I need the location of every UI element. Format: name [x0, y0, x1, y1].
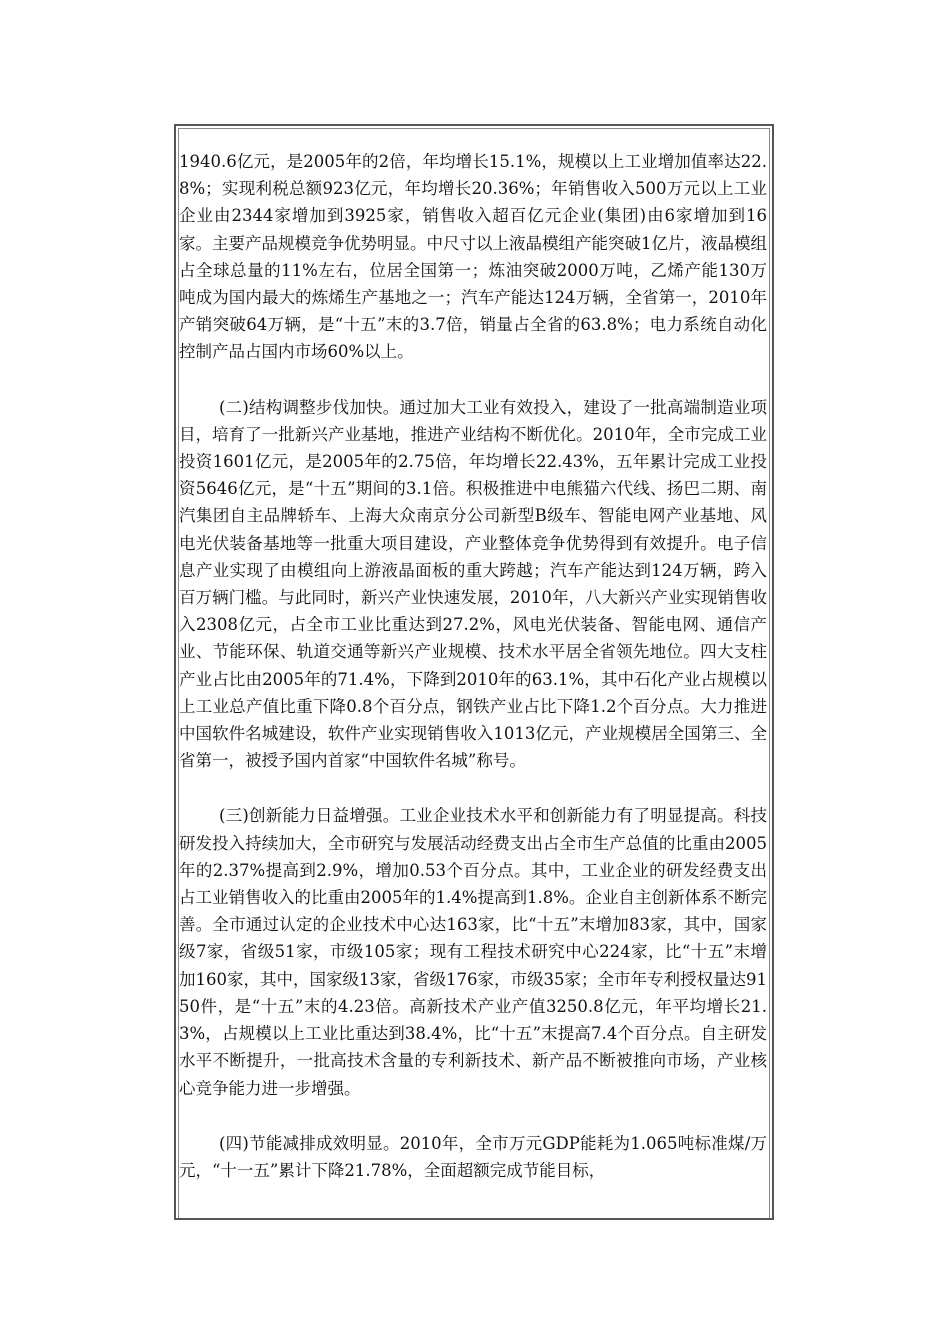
document-body	[179, 148, 767, 1212]
paragraph-structure-adjustment: (二)结构调整步伐加快。通过加大工业有效投入，建设了一批高端制造业项目，培育了一批新兴产业基地，推进产业结构不断优化。2010年，全市完成工业投资1601亿元，是2005年的2.75倍，年均增长22.43%，五年累计完成工业投资5646亿元，是“十五”期间的3.1倍。积极推进中电熊猫六代线、扬巴二期、南汽集团自主品牌轿车、上海大众南京分公司新型B级车、智能电网产业基地、风电光伏装备基地等一批重大项目建设，产业整体竞争优势得到有效提升。电子信息产业实现了由模组向上游液晶面板的重大跨越；汽车产能达到124万辆，跨入百万辆门槛。与此同时，新兴产业快速发展，2010年，八大新兴产业实现销售收入2308亿元，占全市工业比重达到27.2%，风电光伏装备、智能电网、通信产业、节能环保、轨道交通等新兴产业规模、技术水平居全省领先地位。四大支柱产业占比由2005年的71.4%，下降到2010年的63.1%，其中石化产业占规模以上工业总产值比重下降0.8个百分点，钢铁产业占比下降1.2个百分点。大力推进中国软件名城建设，软件产业实现销售收入1013亿元，产业规模居全国第三、全省第一，被授予国内首家“中国软件名城”称号。	[179, 397, 767, 771]
document-frame	[174, 124, 774, 1220]
paragraph-industry-output: 1940.6亿元，是2005年的2倍，年均增长15.1%，规模以上工业增加值率达22.8%；实现利税总额923亿元，年均增长20.36%；年销售收入500万元以上工业企业由2344家增加到3925家，销售收入超百亿元企业(集团)由6家增加到16家。主要产品规模竞争优势明显。中尺寸以上液晶模组产能突破1亿片，液晶模组占全球总量的11%左右，位居全国第一；炼油突破2000万吨，乙烯产能130万吨成为国内最大的炼烯生产基地之一；汽车产能达124万辆，全省第一，2010年产销突破64万辆，是“十五”末的3.7倍，销量占全省的63.8%；电力系统自动化控制产品占国内市场60%以上。	[179, 152, 767, 362]
paragraph-innovation: (三)创新能力日益增强。工业企业技术水平和创新能力有了明显提高。科技研发投入持续加大，全市研究与发展活动经费支出占全市生产总值的比重由2005年的2.37%提高到2.9%，增加0.53个百分点。其中，工业企业的研发经费支出占工业销售收入的比重由2005年的1.4%提高到1.8%。企业自主创新体系不断完善。全市通过认定的企业技术中心达163家，比“十五”末增加83家，其中，国家级7家，省级51家，市级105家；现有工程技术研究中心224家，比“十五”末增加160家，其中，国家级13家，省级176家，市级35家；全市年专利授权量达9150件，是“十五”末的4.23倍。高新技术产业产值3250.8亿元，年平均增长21.3%，占规模以上工业比重达到38.4%，比“十五”末提高7.4个百分点。自主研发水平不断提升，一批高技术含量的专利新技术、新产品不断被推向市场，产业核心竞争能力进一步增强。	[179, 806, 767, 1098]
paragraph-energy-saving: (四)节能减排成效明显。2010年，全市万元GDP能耗为1.065吨标准煤/万元，“十一五”累计下降21.78%，全面超额完成节能目标，	[179, 1133, 767, 1180]
